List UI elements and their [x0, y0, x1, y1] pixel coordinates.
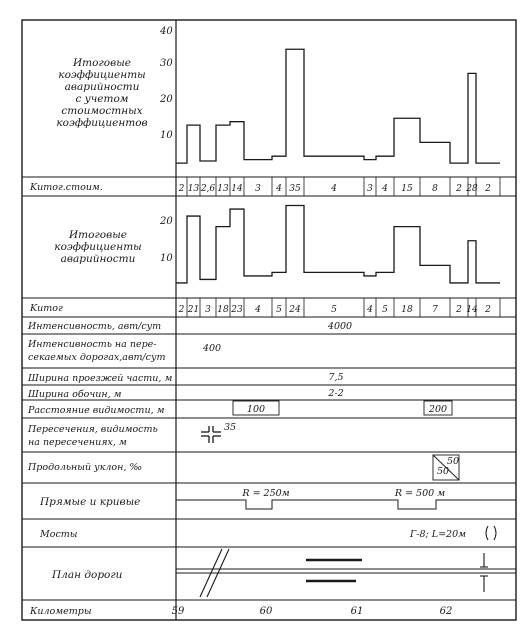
km-tick: 60 [259, 606, 273, 617]
panel2-cell-value: 23 [231, 305, 243, 315]
panel2-cell-value: 2 [456, 305, 462, 315]
svg-text:аварийности: аварийности [60, 253, 136, 265]
chart-panel1 [176, 49, 500, 163]
panel1-tick-label: 40 [160, 26, 173, 37]
panel1-cell-value: 14 [231, 184, 243, 194]
km-tick: 61 [350, 606, 364, 617]
panel1-cell-value: 2,6 [200, 184, 216, 194]
panel2-cell-value: 3 [205, 305, 211, 315]
cross-intensity-label-2: секаемых дорогах,авт/сут [28, 352, 166, 363]
curve-radius-1: R = 250м [242, 488, 290, 499]
panel2-label [54, 229, 141, 265]
panel1-cell-value: 13 [217, 184, 229, 194]
visibility-value: 200 [428, 404, 448, 415]
grade-value: 50 [437, 466, 450, 477]
km-tick: 62 [439, 606, 453, 617]
panel1-label [56, 57, 147, 129]
panel2-tick-label: 20 [160, 216, 173, 227]
road-plan [176, 549, 516, 597]
panel2-tick-label: 10 [160, 253, 173, 264]
panel1-cell-value: 4 [331, 184, 337, 194]
panel2-cell-value: 2 [178, 305, 185, 315]
svg-text:с учетом: с учетом [75, 93, 129, 105]
panel1-y-ticks [159, 26, 173, 141]
visibility-label: Расстояние видимости, м [28, 405, 165, 416]
carriageway-value: 7,5 [328, 372, 344, 383]
svg-text:Итоговые: Итоговые [73, 57, 131, 69]
shoulder-value: 2-2 [328, 388, 344, 399]
panel2-cell-value: 21 [187, 305, 200, 315]
svg-text:аварийности: аварийности [64, 81, 140, 93]
cross-intensity-label-1: Интенсивность на пере- [28, 339, 157, 350]
intersection-visibility-value: 35 [224, 422, 237, 433]
panel2-cell-value: 4 [367, 305, 373, 315]
panel1-cell-value: 2 [178, 184, 185, 194]
panel2-cell-value: 5 [382, 305, 388, 315]
bridges-label: Мосты [40, 529, 78, 540]
cross-intensity-value: 400 [202, 343, 222, 354]
bridge-icon [486, 526, 496, 540]
cells-panel2 [178, 298, 500, 317]
panel1-cell-value: 15 [401, 184, 413, 194]
shoulder-label: Ширина обочин, м [28, 389, 122, 400]
curve-radius-2: R = 500 м [394, 488, 446, 499]
svg-text:Итоговые: Итоговые [69, 229, 127, 241]
intersections-label-2: на пересечениях, м [28, 437, 127, 448]
intersections-label-1: Пересечения, видимость [28, 424, 158, 435]
intersection-symbol [201, 426, 221, 443]
panel2-cell-value: 24 [289, 305, 301, 315]
intensity-label: Интенсивность, авт/сут [28, 321, 162, 332]
panel2-y-ticks [159, 216, 173, 264]
panel2-cell-value: 18 [217, 305, 229, 315]
panel2-cell-value: 4 [255, 305, 261, 315]
panel1-series-line [176, 49, 500, 163]
plan-label: План дороги [52, 569, 123, 581]
grade-value: 50 [447, 456, 460, 467]
bridge-value: Г-8; L=20м [410, 529, 466, 540]
panel2-series-line [176, 206, 500, 283]
panel1-cell-value: 8 [432, 184, 438, 194]
panel1-tick-label: 20 [160, 94, 173, 105]
km-tick: 59 [171, 606, 185, 617]
panel1-cell-value: 2 [456, 184, 462, 194]
chart-panel2 [176, 206, 500, 283]
panel2-cell-value: 18 [401, 305, 413, 315]
panel2-cell-value: 7 [432, 305, 438, 315]
panel1-tick-label: 10 [160, 130, 173, 141]
panel1-cell-value: 4 [276, 184, 282, 194]
panel1-cell-value: 4 [382, 184, 388, 194]
svg-text:коэффициенты: коэффициенты [58, 69, 146, 81]
cells-panel1 [178, 177, 500, 196]
panel1-cell-value: 13 [187, 184, 200, 194]
panel2-cell-value: 14 [466, 305, 478, 315]
carriageway-label: Ширина проезжей части, м [28, 373, 173, 384]
intensity-value: 4000 [327, 321, 353, 332]
panel2-cell-value: 2 [485, 305, 491, 315]
panel1-cell-value: 3 [255, 184, 261, 194]
panel2-row-label: Kитог [30, 303, 63, 314]
svg-text:коэффициентов: коэффициентов [56, 117, 148, 129]
panel2-cell-value: 5 [276, 305, 282, 315]
curves-line [176, 500, 516, 509]
svg-text:стоимостных: стоимостных [61, 105, 143, 117]
curves-label: Прямые и кривые [40, 496, 141, 508]
panel2-cell-value: 5 [331, 305, 337, 315]
panel1-row-label: Kитог.стоим. [30, 182, 103, 193]
svg-text:коэффициенты: коэффициенты [54, 241, 142, 253]
panel1-cell-value: 35 [289, 184, 301, 194]
km-label: Километры [30, 606, 92, 617]
panel1-cell-value: 28 [466, 184, 478, 194]
panel1-cell-value: 2 [485, 184, 491, 194]
visibility-value: 100 [246, 404, 266, 415]
grade-label: Продольный уклон, ‰ [28, 462, 143, 473]
panel1-cell-value: 3 [367, 184, 373, 194]
panel1-tick-label: 30 [160, 58, 173, 69]
